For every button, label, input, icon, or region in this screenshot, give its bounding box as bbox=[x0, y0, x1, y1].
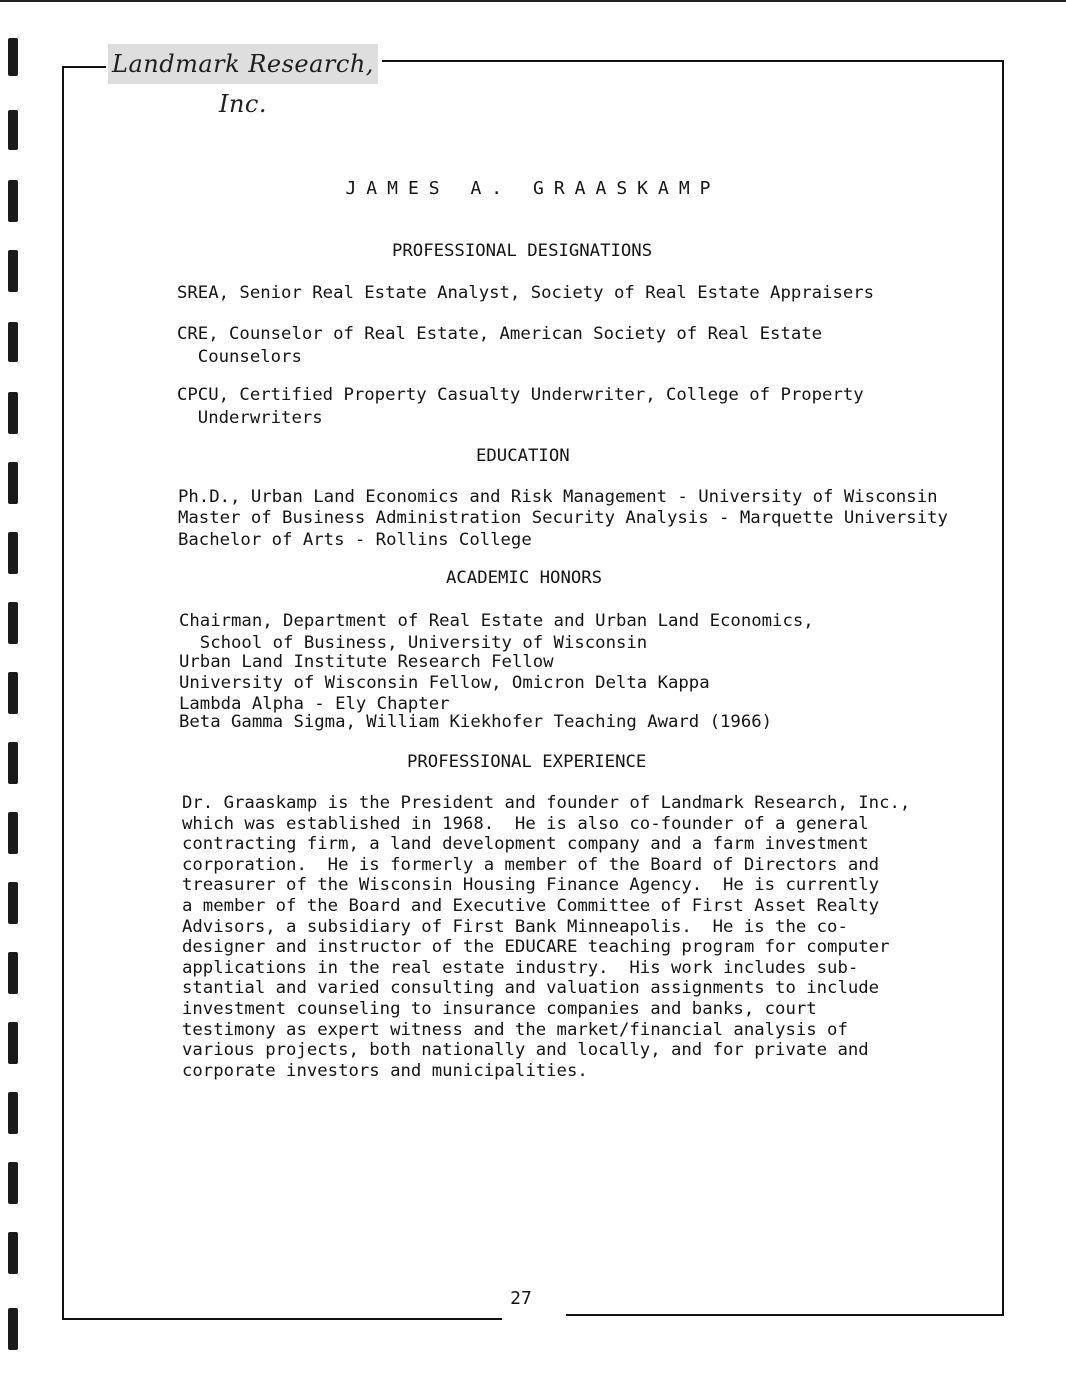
section-heading-education: EDUCATION bbox=[476, 446, 570, 466]
frame-top-left bbox=[62, 66, 106, 68]
honor-item: Urban Land Institute Research Fellow bbox=[179, 652, 554, 672]
binding-mark bbox=[8, 110, 18, 150]
honor-item: University of Wisconsin Fellow, Omicron Delta Kappa bbox=[179, 673, 710, 693]
binding-mark bbox=[8, 462, 18, 504]
designation-item: SREA, Senior Real Estate Analyst, Society of Real Estate Appraisers bbox=[177, 283, 875, 303]
page-number: 27 bbox=[510, 1288, 532, 1309]
education-item: Master of Business Administration Security Analysis - Marquette University bbox=[178, 508, 948, 528]
honor-item: Beta Gamma Sigma, William Kiekhofer Teaching Award (1966) bbox=[179, 712, 773, 732]
honor-item: Chairman, Department of Real Estate and Urban Land Economics, School of Business, University of Wisconsin bbox=[179, 611, 814, 653]
binding-mark bbox=[8, 1232, 18, 1274]
frame-left bbox=[62, 66, 64, 1320]
designation-item: CRE, Counselor of Real Estate, American Society of Real Estate Counselors bbox=[177, 324, 823, 367]
binding-mark bbox=[8, 672, 18, 714]
education-item: Bachelor of Arts - Rollins College bbox=[178, 530, 532, 550]
frame-bottom-left bbox=[62, 1318, 502, 1320]
binding-mark bbox=[8, 1092, 18, 1134]
section-heading-honors: ACADEMIC HONORS bbox=[446, 568, 603, 588]
honor-item: Lambda Alpha - Ely Chapter bbox=[179, 694, 450, 714]
experience-paragraph: Dr. Graaskamp is the President and founder of Landmark Research, Inc., which was established in 1968. He is also co-founder of a general contracting firm, a land development company and a farm investment corporation. He is formerly a member of the Board of Directors and treasurer of the Wisconsin Housing Finance Agency. He is currently a member of the Board and Executive Committee of First Asset Realty Advisors, a subsidiary of First Bank Minneapolis. He is the co- designer and instructor of the EDUCARE teaching program for computer applications in the real estate industry. His work includes sub- stantial and varied consulting and valuation assignments to include investment counseling to insurance companies and banks, court testimony as expert witness and the market/financial analysis of various projects, both nationally and locally, and for private and corporate investors and municipalities. bbox=[182, 793, 911, 1081]
section-heading-experience: PROFESSIONAL EXPERIENCE bbox=[407, 752, 647, 772]
binding-mark bbox=[8, 602, 18, 644]
binding-mark bbox=[8, 742, 18, 784]
designation-item: CPCU, Certified Property Casualty Underwriter, College of Property Underwriters bbox=[177, 385, 864, 428]
frame-bottom-right bbox=[566, 1314, 1004, 1316]
binding-mark bbox=[8, 392, 18, 434]
binding-mark bbox=[8, 322, 18, 362]
binding-mark bbox=[8, 882, 18, 924]
binding-mark bbox=[8, 812, 18, 854]
section-heading-designations: PROFESSIONAL DESIGNATIONS bbox=[392, 241, 653, 261]
frame-right bbox=[1002, 60, 1004, 1316]
binding-mark bbox=[8, 1162, 18, 1204]
company-logo: Landmark Research, Inc. bbox=[108, 44, 378, 84]
binding-mark bbox=[8, 38, 18, 76]
frame-top-right bbox=[382, 60, 1004, 62]
binding-mark bbox=[8, 1022, 18, 1064]
education-item: Ph.D., Urban Land Economics and Risk Management - University of Wisconsin bbox=[178, 487, 938, 507]
binding-mark bbox=[8, 250, 18, 292]
person-name: JAMES A. GRAASKAMP bbox=[345, 178, 721, 199]
binding-mark bbox=[8, 532, 18, 574]
page-top-edge bbox=[0, 0, 1066, 2]
binding-mark bbox=[8, 952, 18, 994]
binding-mark bbox=[8, 1308, 18, 1350]
